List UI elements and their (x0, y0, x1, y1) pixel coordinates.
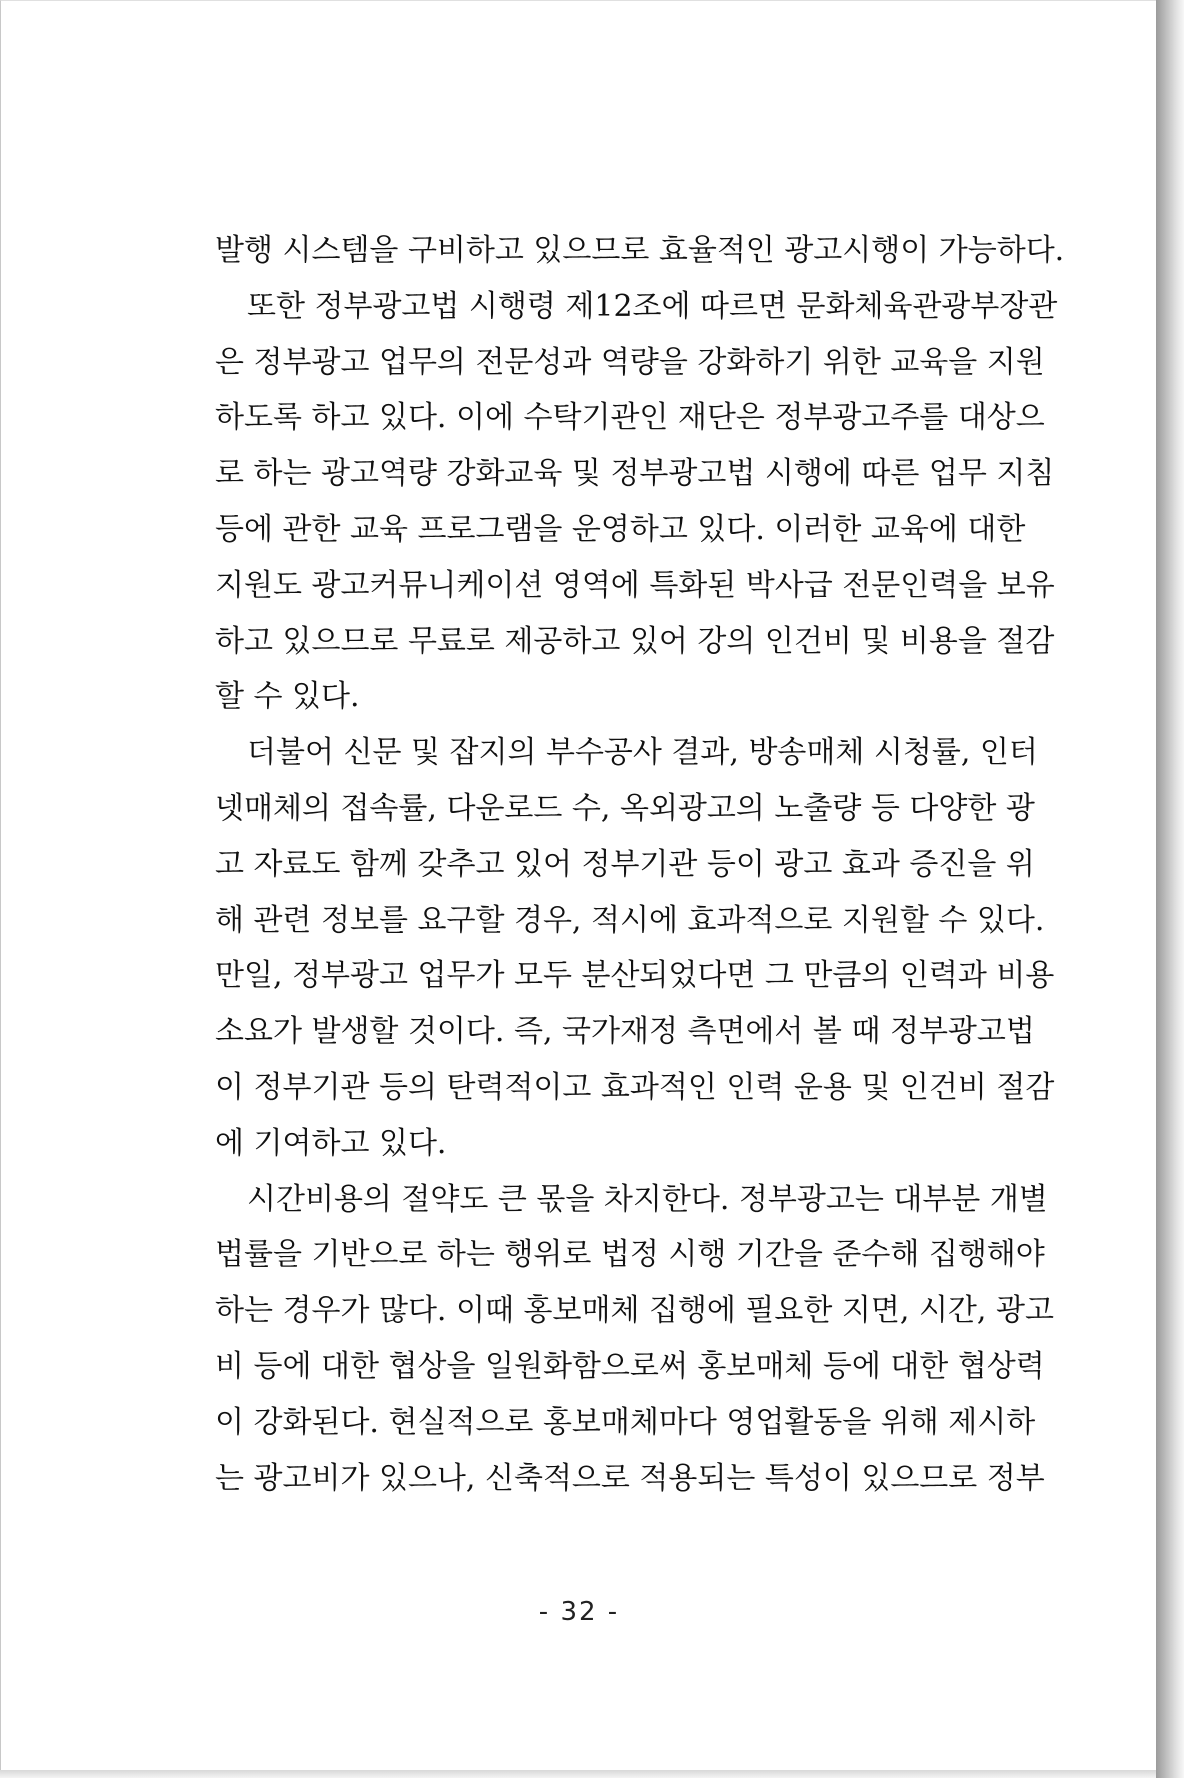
text-line: 시간비용의 절약도 큰 몫을 차지한다. 정부광고는 대부분 개별 (247, 1181, 1048, 1217)
page-shadow-right (1156, 0, 1184, 1778)
text-line: 에 기여하고 있다. (215, 1125, 447, 1161)
text-line: 발행 시스템을 구비하고 있으므로 효율적인 광고시행이 가능하다. (215, 233, 1065, 268)
text-line: 해 관련 정보를 요구할 경우, 적시에 효과적으로 지원할 수 있다. (215, 902, 1045, 938)
text-line: 이 정부기관 등의 탄력적이고 효과적인 인력 운용 및 인건비 절감 (215, 1069, 1055, 1105)
text-line: 만일, 정부광고 업무가 모두 분산되었다면 그 만큼의 인력과 비용 (215, 958, 1055, 994)
text-line: 더불어 신문 및 잡지의 부수공사 결과, 방송매체 시청률, 인터 (247, 735, 1038, 771)
text-line: 는 광고비가 있으나, 신축적으로 적용되는 특성이 있으므로 정부 (215, 1460, 1045, 1496)
text-line: 하는 경우가 많다. 이때 홍보매체 집행에 필요한 지면, 시간, 광고 (215, 1293, 1054, 1329)
page-number: - 32 - (538, 1597, 620, 1627)
text-line: 비 등에 대한 협상을 일원화함으로써 홍보매체 등에 대한 협상력 (215, 1348, 1045, 1384)
text-line: 또한 정부광고법 시행령 제12조에 따르면 문화체육관광부장관 (247, 288, 1058, 324)
text-line: 법률을 기반으로 하는 행위로 법정 시행 기간을 준수해 집행해야 (215, 1237, 1045, 1273)
text-line: 넷매체의 접속률, 다운로드 수, 옥외광고의 노출량 등 다양한 광 (215, 790, 1035, 826)
text-line: 등에 관한 교육 프로그램을 운영하고 있다. 이러한 교육에 대한 (215, 511, 1026, 547)
text-line: 고 자료도 함께 갖추고 있어 정부기관 등이 광고 효과 증진을 위 (215, 846, 1035, 882)
text-line: 하고 있으므로 무료로 제공하고 있어 강의 인건비 및 비용을 절감 (215, 623, 1055, 659)
text-line: 이 강화된다. 현실적으로 홍보매체마다 영업활동을 위해 제시하 (215, 1404, 1036, 1440)
text-line: 지원도 광고커뮤니케이션 영역에 특화된 박사급 전문인력을 보유 (215, 567, 1055, 603)
page-shadow-bottom (0, 1770, 1156, 1778)
body-text (215, 223, 1065, 1506)
text-line: 로 하는 광고역량 강화교육 및 정부광고법 시행에 따른 업무 지침 (215, 456, 1055, 492)
text-line: 은 정부광고 업무의 전문성과 역량을 강화하기 위한 교육을 지원 (215, 344, 1045, 380)
text-line: 하도록 하고 있다. 이에 수탁기관인 재단은 정부광고주를 대상으 (215, 400, 1045, 436)
text-line: 소요가 발생할 것이다. 즉, 국가재정 측면에서 볼 때 정부광고법 (215, 1014, 1035, 1050)
text-line: 할 수 있다. (215, 679, 360, 715)
